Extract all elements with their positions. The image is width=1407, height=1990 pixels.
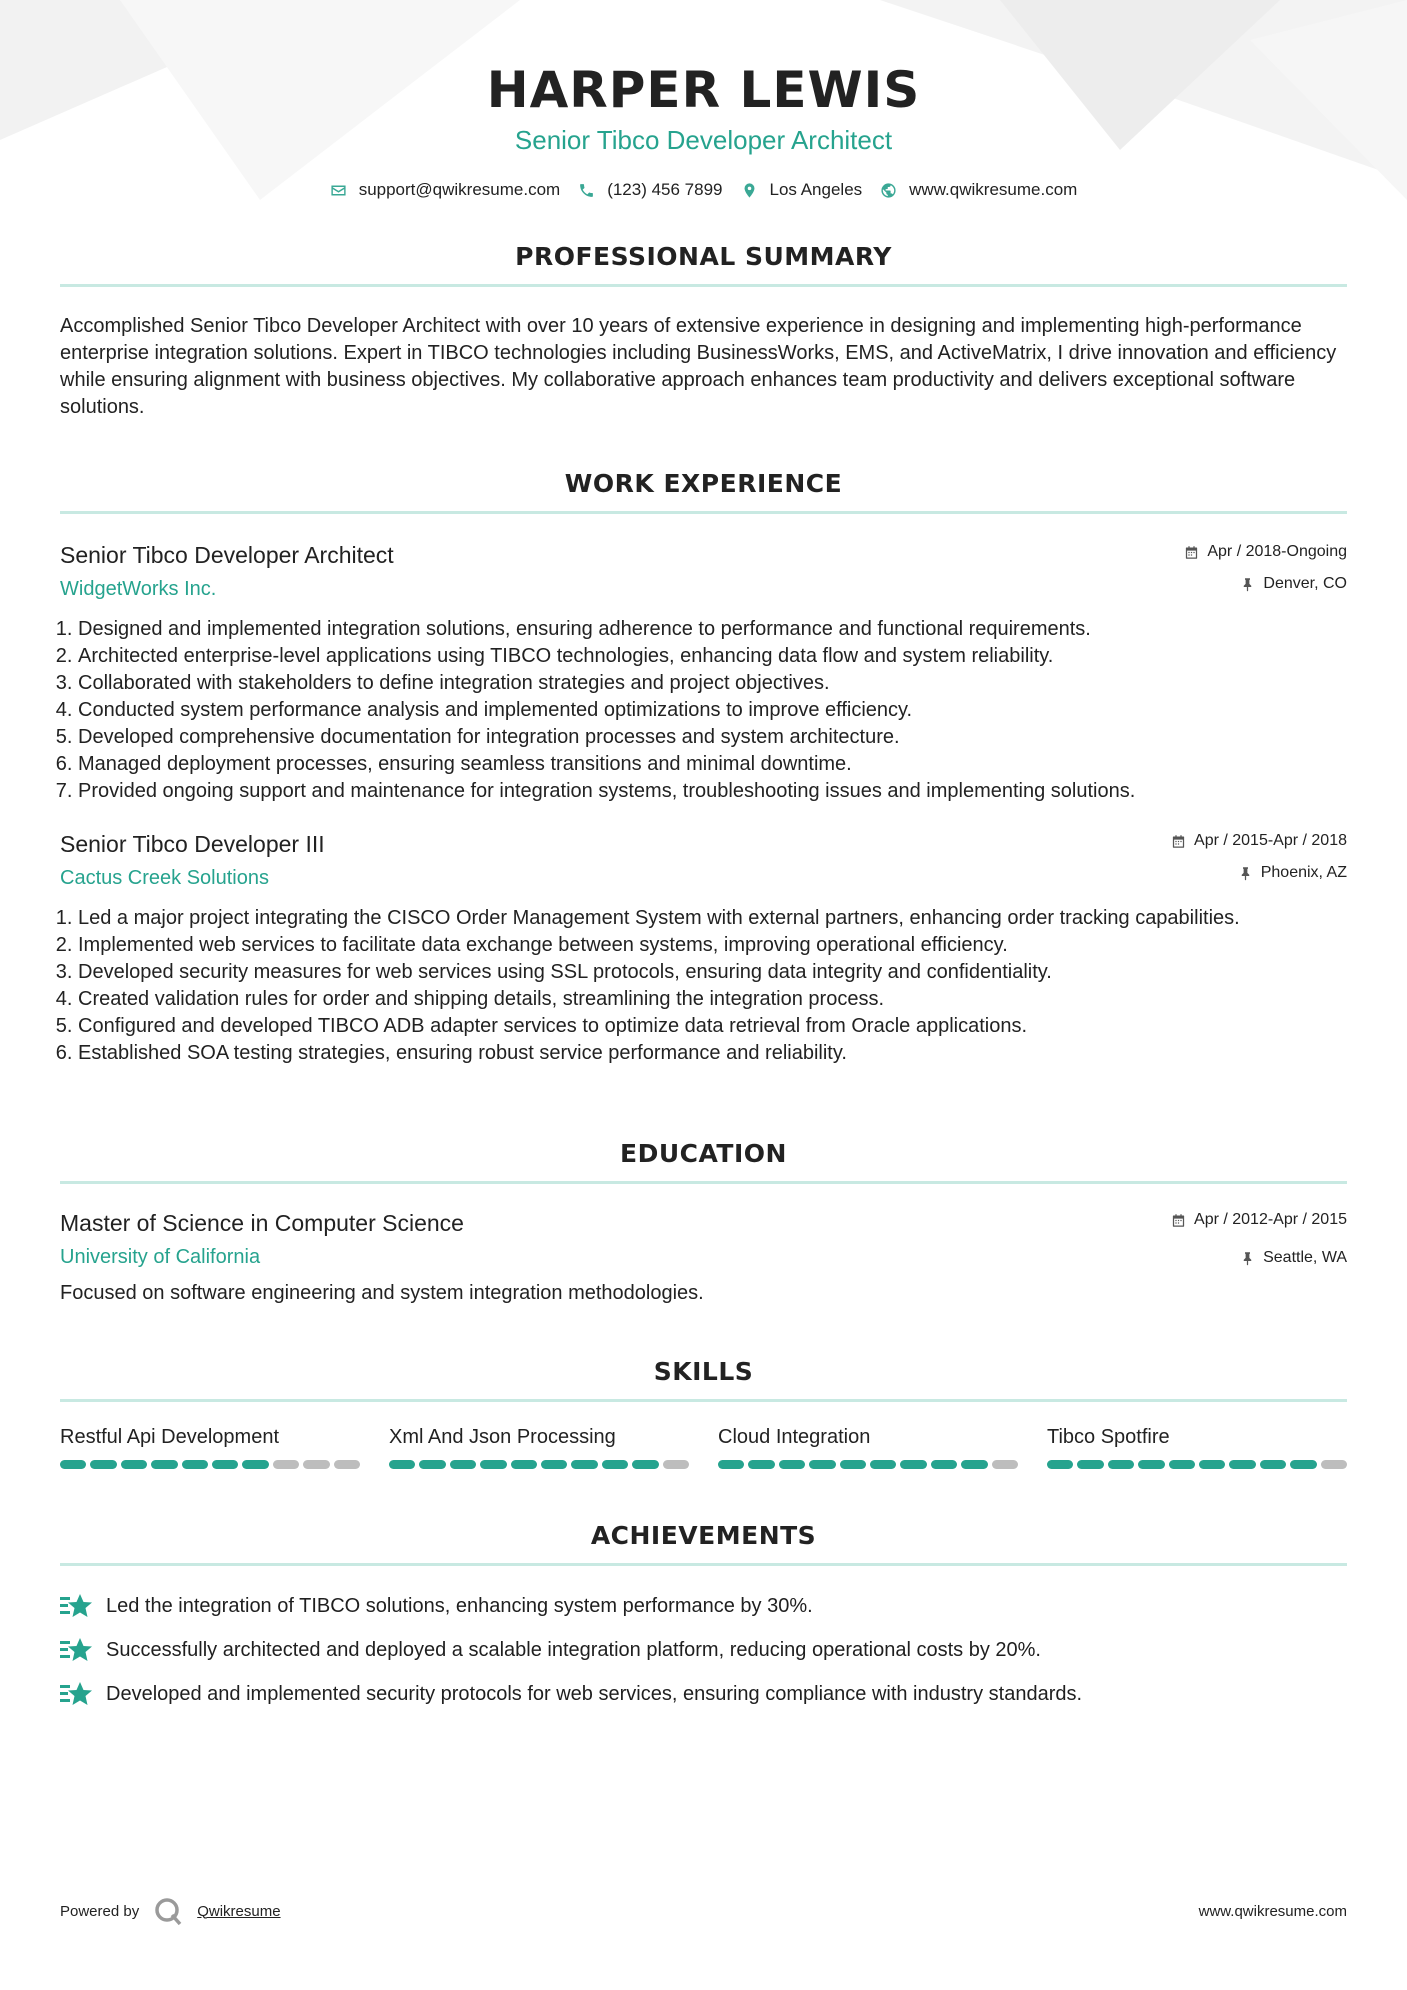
skill-level-bar bbox=[389, 1460, 689, 1469]
education-heading: EDUCATION bbox=[620, 1139, 787, 1168]
list-item: 6. Managed deployment processes, ensuring seamless transitions and minimal downtime. bbox=[78, 751, 1347, 778]
education-dates-text: Apr / 2012-Apr / 2015 bbox=[1194, 1211, 1347, 1228]
skill-segment-empty bbox=[1321, 1460, 1347, 1469]
skill-segment-filled bbox=[931, 1460, 957, 1469]
contact-website[interactable] bbox=[880, 180, 1077, 200]
skill-segment-filled bbox=[748, 1460, 774, 1469]
calendar-icon bbox=[1184, 545, 1199, 560]
skill-segment-filled bbox=[718, 1460, 744, 1469]
job-dates bbox=[1184, 540, 1347, 564]
list-item: 3. Collaborated with stakeholders to define integration strategies and project objectives. bbox=[78, 670, 1347, 697]
contact-location bbox=[741, 180, 863, 200]
powered-by bbox=[60, 1896, 281, 1926]
job-location bbox=[1171, 861, 1347, 885]
location-text: Los Angeles bbox=[769, 180, 863, 199]
skill-name: Tibco Spotfire bbox=[1047, 1426, 1170, 1448]
skill-segment-filled bbox=[1199, 1460, 1225, 1469]
skill-segment-filled bbox=[182, 1460, 208, 1469]
website-text: www.qwikresume.com bbox=[909, 180, 1078, 199]
education-description: Focused on software engineering and system integration methodologies. bbox=[60, 1282, 704, 1304]
education-dates bbox=[1171, 1208, 1347, 1232]
skill-segment-filled bbox=[779, 1460, 805, 1469]
company-name: Cactus Creek Solutions bbox=[60, 867, 269, 889]
phone-text: (123) 456 7899 bbox=[607, 180, 723, 199]
skill-segment-filled bbox=[602, 1460, 628, 1469]
section-divider bbox=[60, 284, 1347, 287]
email-text: support@qwikresume.com bbox=[358, 180, 561, 199]
skill-name: Cloud Integration bbox=[718, 1426, 871, 1448]
achievements-section bbox=[60, 1521, 1347, 1710]
skill-segment-filled bbox=[511, 1460, 537, 1469]
skill-segment-filled bbox=[961, 1460, 987, 1469]
skill-segment-empty bbox=[663, 1460, 689, 1469]
globe-icon bbox=[880, 182, 897, 199]
skill-segment-filled bbox=[151, 1460, 177, 1469]
job-entry bbox=[60, 540, 1347, 805]
resume-header bbox=[60, 0, 1347, 200]
skill-segment-filled bbox=[809, 1460, 835, 1469]
star-badge-icon bbox=[60, 1591, 92, 1621]
map-pin-icon bbox=[741, 182, 758, 199]
skill-segment-filled bbox=[900, 1460, 926, 1469]
contact-email[interactable] bbox=[330, 180, 561, 200]
star-badge-icon bbox=[60, 1635, 92, 1665]
contact-phone[interactable] bbox=[578, 180, 722, 200]
qwikresume-logo-icon bbox=[153, 1896, 183, 1926]
degree-title: Master of Science in Computer Science bbox=[60, 1210, 464, 1236]
skill-segment-filled bbox=[840, 1460, 866, 1469]
skill-level-bar bbox=[60, 1460, 360, 1469]
calendar-icon bbox=[1171, 834, 1186, 849]
job-dates-text: Apr / 2018-Ongoing bbox=[1207, 543, 1347, 560]
job-dates bbox=[1171, 829, 1347, 853]
achievements-heading: ACHIEVEMENTS bbox=[590, 1521, 817, 1550]
section-divider bbox=[60, 1399, 1347, 1402]
list-item: 4. Created validation rules for order and shipping details, streamlining the integration process. bbox=[78, 986, 1347, 1013]
experience-heading: WORK EXPERIENCE bbox=[564, 469, 843, 498]
page-footer bbox=[60, 1896, 1347, 1926]
school-name: University of California bbox=[60, 1246, 261, 1268]
skill-segment-filled bbox=[212, 1460, 238, 1469]
footer-website-link[interactable]: www.qwikresume.com bbox=[1198, 1902, 1347, 1920]
job-title: Senior Tibco Developer Architect bbox=[60, 542, 394, 568]
skill-item bbox=[389, 1424, 689, 1469]
achievement-text: Developed and implemented security protocols for web services, ensuring compliance with industry standards. bbox=[106, 1682, 1083, 1705]
skill-segment-empty bbox=[273, 1460, 299, 1469]
skill-name: Restful Api Development bbox=[60, 1426, 280, 1448]
achievement-text: Led the integration of TIBCO solutions, enhancing system performance by 30%. bbox=[106, 1594, 813, 1617]
envelope-icon bbox=[330, 182, 347, 199]
skill-segment-empty bbox=[334, 1460, 360, 1469]
education-location bbox=[1171, 1246, 1347, 1270]
pushpin-icon bbox=[1240, 577, 1255, 592]
calendar-icon bbox=[1171, 1213, 1186, 1228]
list-item: 3. Developed security measures for web services using SSL protocols, ensuring data integrity and confidentiality. bbox=[78, 959, 1347, 986]
candidate-title: Senior Tibco Developer Architect bbox=[514, 125, 893, 155]
skill-level-bar bbox=[718, 1460, 1018, 1469]
skill-segment-empty bbox=[992, 1460, 1018, 1469]
list-item: 7. Provided ongoing support and maintenance for integration systems, troubleshooting issues and implementing solutions. bbox=[78, 778, 1347, 805]
education-section bbox=[60, 1139, 1347, 1307]
achievement-item bbox=[60, 1678, 1347, 1710]
job-bullets bbox=[60, 905, 1347, 1067]
skill-item bbox=[60, 1424, 360, 1469]
list-item: 1. Designed and implemented integration solutions, ensuring adherence to performance and functional requirements. bbox=[78, 616, 1347, 643]
skill-segment-filled bbox=[541, 1460, 567, 1469]
skill-segment-filled bbox=[1169, 1460, 1195, 1469]
skill-segment-filled bbox=[1047, 1460, 1073, 1469]
section-divider bbox=[60, 1563, 1347, 1566]
skill-item bbox=[1047, 1424, 1347, 1469]
pushpin-icon bbox=[1238, 866, 1253, 881]
skill-item bbox=[718, 1424, 1018, 1469]
pushpin-icon bbox=[1240, 1251, 1255, 1266]
powered-by-label: Powered by bbox=[60, 1902, 140, 1920]
summary-heading: PROFESSIONAL SUMMARY bbox=[515, 242, 892, 271]
skill-segment-filled bbox=[389, 1460, 415, 1469]
job-location-text: Phoenix, AZ bbox=[1260, 864, 1347, 881]
experience-section bbox=[60, 469, 1347, 1067]
skills-heading: SKILLS bbox=[653, 1357, 754, 1386]
star-badge-icon bbox=[60, 1679, 92, 1709]
skill-segment-filled bbox=[1108, 1460, 1134, 1469]
skill-segment-filled bbox=[1138, 1460, 1164, 1469]
education-location-text: Seattle, WA bbox=[1263, 1249, 1347, 1266]
skill-segment-filled bbox=[419, 1460, 445, 1469]
summary-section bbox=[60, 242, 1347, 421]
job-entry bbox=[60, 829, 1347, 1067]
skills-grid bbox=[60, 1424, 1347, 1469]
candidate-name: HARPER LEWIS bbox=[486, 61, 921, 119]
skill-segment-filled bbox=[60, 1460, 86, 1469]
skill-segment-filled bbox=[90, 1460, 116, 1469]
list-item: 5. Developed comprehensive documentation for integration processes and system architecture. bbox=[78, 724, 1347, 751]
skills-section bbox=[60, 1357, 1347, 1469]
contact-bar bbox=[60, 180, 1347, 200]
skill-segment-empty bbox=[303, 1460, 329, 1469]
skill-name: Xml And Json Processing bbox=[389, 1426, 616, 1448]
skill-segment-filled bbox=[1229, 1460, 1255, 1469]
list-item: 1. Led a major project integrating the CISCO Order Management System with external partners, enhancing order tracking capabilities. bbox=[78, 905, 1347, 932]
skill-segment-filled bbox=[121, 1460, 147, 1469]
job-dates-text: Apr / 2015-Apr / 2018 bbox=[1194, 832, 1347, 849]
job-location-text: Denver, CO bbox=[1263, 575, 1347, 592]
job-title: Senior Tibco Developer III bbox=[60, 831, 325, 857]
section-divider bbox=[60, 1181, 1347, 1184]
skill-segment-filled bbox=[242, 1460, 268, 1469]
achievement-text: Successfully architected and deployed a scalable integration platform, reducing operational costs by 20%. bbox=[106, 1638, 1041, 1661]
job-location bbox=[1184, 572, 1347, 596]
achievement-item bbox=[60, 1634, 1347, 1666]
summary-text: Accomplished Senior Tibco Developer Architect with over 10 years of extensive experience in designing and implementing high-performance enterprise integration solutions. Expert in TIBCO technologies including BusinessWorks, EMS, and ActiveMatrix, I drive innovation and efficiency while ensuring alignment with business objectives. My collaborative approach enhances team productivity and delivers exceptional software solutions. bbox=[60, 315, 1337, 418]
skill-segment-filled bbox=[450, 1460, 476, 1469]
skill-segment-filled bbox=[1077, 1460, 1103, 1469]
section-divider bbox=[60, 511, 1347, 514]
skill-segment-filled bbox=[870, 1460, 896, 1469]
job-bullets bbox=[60, 616, 1347, 805]
phone-icon bbox=[578, 182, 595, 199]
skill-level-bar bbox=[1047, 1460, 1347, 1469]
brand-link[interactable]: Qwikresume bbox=[197, 1902, 281, 1920]
achievement-item bbox=[60, 1590, 1347, 1622]
skill-segment-filled bbox=[480, 1460, 506, 1469]
company-name: WidgetWorks Inc. bbox=[60, 578, 217, 600]
list-item: 5. Configured and developed TIBCO ADB adapter services to optimize data retrieval from Oracle applications. bbox=[78, 1013, 1347, 1040]
skill-segment-filled bbox=[1260, 1460, 1286, 1469]
skill-segment-filled bbox=[632, 1460, 658, 1469]
list-item: 2. Implemented web services to facilitate data exchange between systems, improving operational efficiency. bbox=[78, 932, 1347, 959]
list-item: 6. Established SOA testing strategies, ensuring robust service performance and reliability. bbox=[78, 1040, 1347, 1067]
skill-segment-filled bbox=[571, 1460, 597, 1469]
list-item: 4. Conducted system performance analysis and implemented optimizations to improve efficiency. bbox=[78, 697, 1347, 724]
skill-segment-filled bbox=[1290, 1460, 1316, 1469]
list-item: 2. Architected enterprise-level applications using TIBCO technologies, enhancing data flow and system reliability. bbox=[78, 643, 1347, 670]
